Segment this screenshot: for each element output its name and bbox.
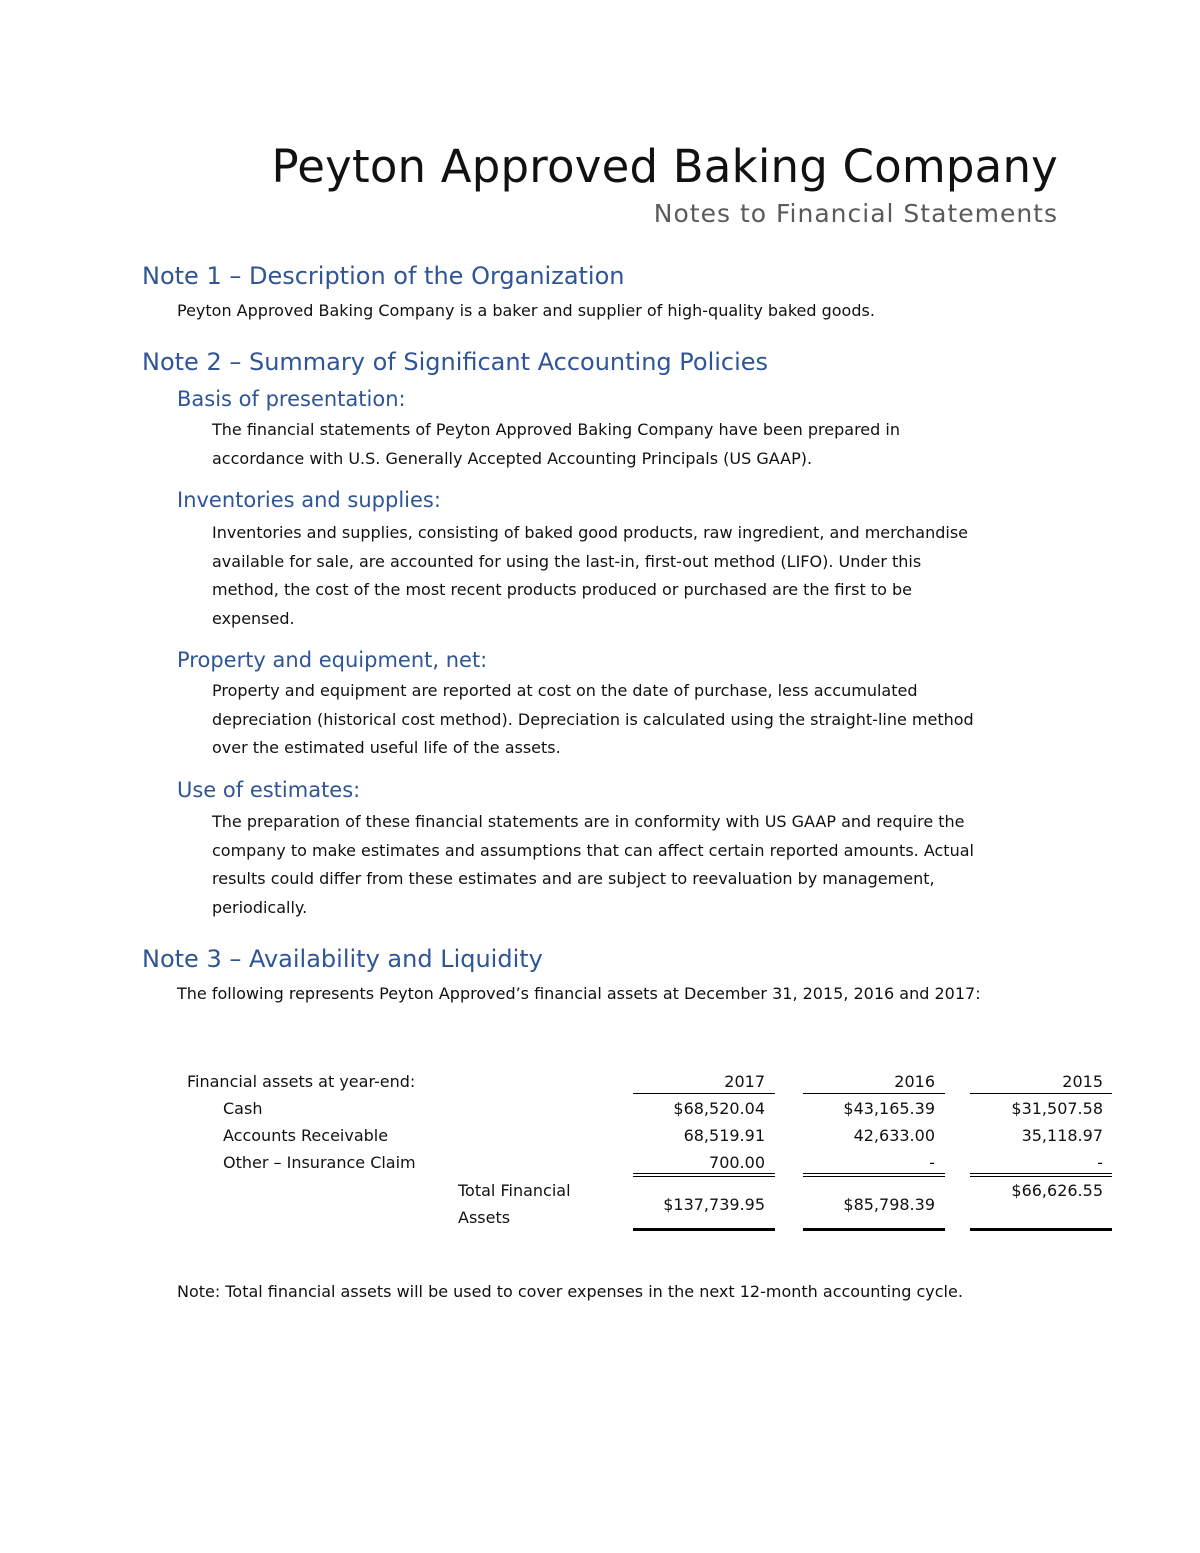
property-line-1: Property and equipment are reported at cost on the date of purchase, less accumulated bbox=[212, 681, 918, 700]
cash-2016: $43,165.39 bbox=[843, 1099, 935, 1118]
header-rule-2015 bbox=[970, 1093, 1112, 1094]
cash-2015: $31,507.58 bbox=[1011, 1099, 1103, 1118]
year-header-2016: 2016 bbox=[894, 1072, 935, 1091]
inventories-heading: Inventories and supplies: bbox=[177, 488, 441, 512]
total-rule-2015 bbox=[970, 1228, 1112, 1231]
estimates-line-1: The preparation of these financial statements are in conformity with US GAAP and require the bbox=[212, 812, 965, 831]
document-subtitle: Notes to Financial Statements bbox=[653, 199, 1058, 228]
estimates-heading: Use of estimates: bbox=[177, 778, 361, 802]
total-rule-2017 bbox=[633, 1228, 775, 1231]
estimates-body bbox=[212, 808, 1072, 922]
year-header-2017: 2017 bbox=[724, 1072, 765, 1091]
basis-heading: Basis of presentation: bbox=[177, 387, 406, 411]
header-rule-2016 bbox=[803, 1093, 945, 1094]
total-2017: $137,739.95 bbox=[663, 1195, 765, 1214]
subtotal-rule-2015-b bbox=[970, 1176, 1112, 1177]
note2-heading: Note 2 – Summary of Significant Accounting Policies bbox=[142, 348, 769, 376]
footnote-text: Total financial assets will be used to cover expenses in the next 12-month accounting cycle. bbox=[220, 1282, 963, 1301]
property-heading: Property and equipment, net: bbox=[177, 648, 488, 672]
inventories-line-4: expensed. bbox=[212, 608, 295, 628]
total-2016: $85,798.39 bbox=[843, 1195, 935, 1214]
row-label-accounts-receivable: Accounts Receivable bbox=[223, 1126, 389, 1145]
subtotal-rule-2015-a bbox=[970, 1173, 1112, 1174]
subtotal-rule-2016-a bbox=[803, 1173, 945, 1174]
basis-line-2: accordance with U.S. Generally Accepted Accounting Principals (US GAAP). bbox=[212, 448, 813, 468]
inventories-line-1: Inventories and supplies, consisting of baked good products, raw ingredient, and merchandise bbox=[212, 523, 969, 542]
total-label-line-2: Assets bbox=[458, 1208, 511, 1227]
estimates-line-4: periodically. bbox=[212, 897, 308, 917]
insurance-claim-2017: 700.00 bbox=[709, 1153, 765, 1172]
footnote-label: Note: bbox=[177, 1282, 221, 1301]
subtotal-rule-2017-b bbox=[633, 1176, 775, 1177]
total-2015: $66,626.55 bbox=[1011, 1181, 1103, 1200]
row-label-cash: Cash bbox=[223, 1099, 263, 1118]
property-line-2: depreciation (historical cost method). Depreciation is calculated using the straight-line method bbox=[212, 709, 974, 729]
note1-heading: Note 1 – Description of the Organization bbox=[142, 262, 625, 290]
cash-2017: $68,520.04 bbox=[673, 1099, 765, 1118]
basis-body bbox=[212, 416, 1072, 473]
inventories-body bbox=[212, 519, 1072, 633]
basis-line-1: The financial statements of Peyton Approved Baking Company have been prepared in bbox=[212, 420, 900, 439]
inventories-line-3: method, the cost of the most recent products produced or purchased are the first to be bbox=[212, 580, 912, 600]
note3-heading: Note 3 – Availability and Liquidity bbox=[142, 945, 543, 973]
note3-intro: The following represents Peyton Approved’s financial assets at December 31, 2015, 2016 and 2017: bbox=[177, 984, 981, 1003]
document-title: Peyton Approved Baking Company bbox=[271, 140, 1058, 193]
inventories-line-2: available for sale, are accounted for using the last-in, first-out method (LIFO). Under this bbox=[212, 551, 922, 571]
estimates-line-3: results could differ from these estimates and are subject to reevaluation by management, bbox=[212, 869, 935, 889]
footnote bbox=[177, 1282, 963, 1301]
insurance-claim-2016: - bbox=[929, 1153, 935, 1172]
table-caption: Financial assets at year-end: bbox=[187, 1072, 416, 1091]
estimates-line-2: company to make estimates and assumptions that can affect certain reported amounts. Actual bbox=[212, 840, 974, 860]
property-line-3: over the estimated useful life of the assets. bbox=[212, 738, 561, 758]
total-rule-2016 bbox=[803, 1228, 945, 1231]
insurance-claim-2015: - bbox=[1097, 1153, 1103, 1172]
note1-body: Peyton Approved Baking Company is a baker and supplier of high-quality baked goods. bbox=[177, 301, 875, 320]
accounts-receivable-2015: 35,118.97 bbox=[1021, 1126, 1103, 1145]
year-header-2015: 2015 bbox=[1062, 1072, 1103, 1091]
total-label-line-1: Total Financial bbox=[458, 1181, 571, 1200]
row-label-insurance-claim: Other – Insurance Claim bbox=[223, 1153, 416, 1172]
subtotal-rule-2016-b bbox=[803, 1176, 945, 1177]
subtotal-rule-2017-a bbox=[633, 1173, 775, 1174]
property-body bbox=[212, 677, 1072, 763]
accounts-receivable-2017: 68,519.91 bbox=[683, 1126, 765, 1145]
accounts-receivable-2016: 42,633.00 bbox=[853, 1126, 935, 1145]
header-rule-2017 bbox=[633, 1093, 775, 1094]
